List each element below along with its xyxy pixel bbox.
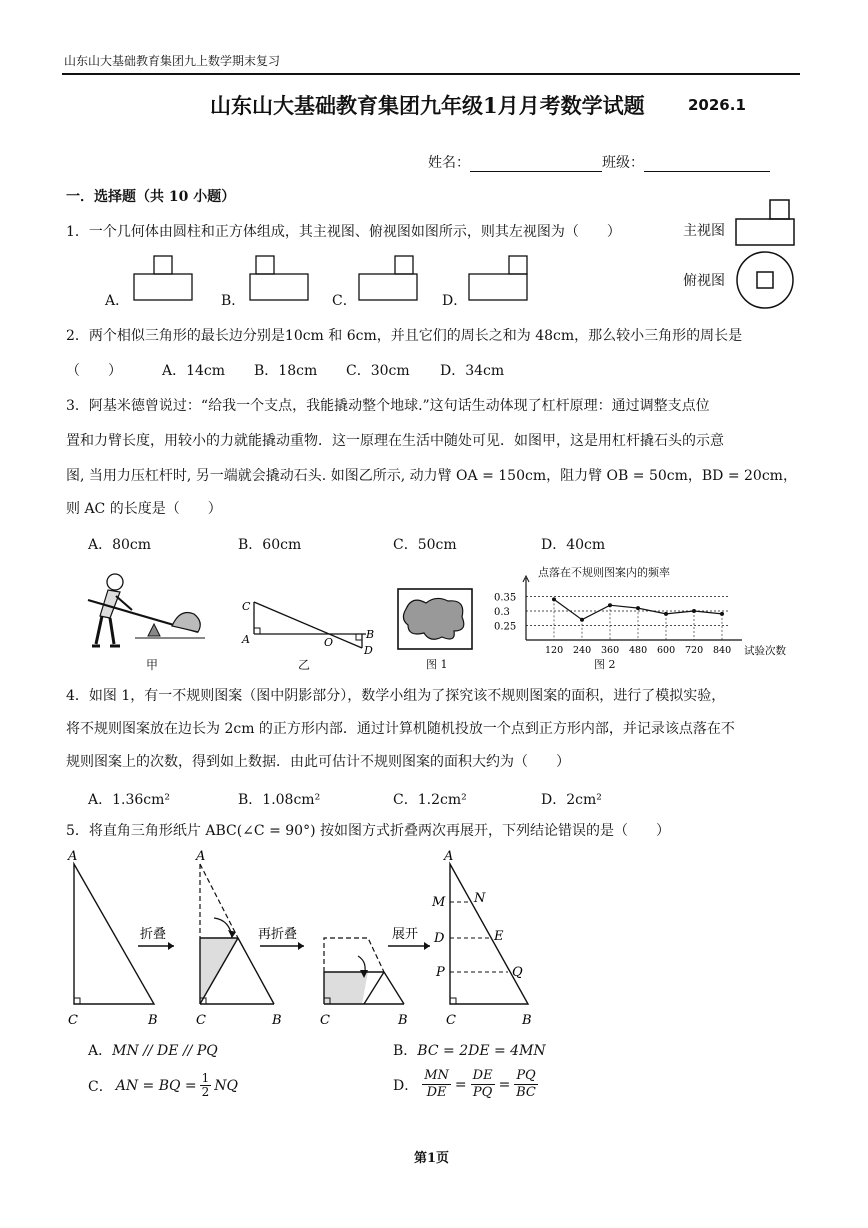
question-3-line-3: 图, 当用力压杠杆时, 另一端就会撬动石头. 如图乙所示, 动力臂 OA = 150cm，阻力臂 OB = 50cm，BD = 20cm， (66, 468, 797, 484)
fraction-mn-de (422, 1068, 451, 1101)
data-point-1 (580, 618, 584, 622)
section-title: 一．选择题（共 10 小题） (66, 189, 236, 205)
main-view-cylinder (736, 219, 794, 245)
question-4-line-3: 规则图案上的次数，得到如上数据．由此可估计不规则图案的面积大约为（ ） (66, 754, 570, 770)
q4-option-d[interactable]: D．2cm² (541, 792, 602, 808)
y-tick-label-1: 0.3 (494, 607, 510, 618)
t1-label-a: A (68, 849, 78, 864)
label-d: D (364, 644, 373, 657)
q3-option-a[interactable]: A．80cm (88, 537, 152, 553)
q5-option-b[interactable] (393, 1040, 546, 1060)
shape-folded-twice (324, 938, 404, 1004)
data-point-4 (664, 612, 668, 616)
running-header: 山东山大基础教育集团九上数学期末复习 (64, 54, 281, 68)
data-point-5 (692, 609, 696, 613)
q5-option-a-text: MN // DE // PQ (112, 1043, 218, 1059)
question-3-line-2: 置和力臂长度，用较小的力就能撬动重物．这一原理在生活中随处可见．如图甲，这是用杠杆撬石头的示意 (66, 433, 724, 449)
x-tick-label-5: 720 (685, 645, 704, 656)
q3-option-c[interactable]: C．50cm (393, 537, 457, 553)
q1-option-figures (125, 252, 545, 304)
folding-figure (62, 846, 552, 1032)
fraction-de-pq (471, 1068, 495, 1101)
q3-option-b[interactable]: B．60cm (238, 537, 302, 553)
name-label: 姓名： (428, 155, 470, 171)
t4-label-m: M (432, 895, 446, 910)
option-a-figure (134, 256, 192, 300)
x-axis-label: 试验次数 (744, 645, 786, 657)
x-tick-label-4: 600 (657, 645, 676, 656)
t4-label-b: B (522, 1013, 532, 1028)
page-number: 第1页 (414, 1151, 450, 1166)
question-3-line-1: 3．阿基米德曾说过：“给我一个支点，我能撬动整个地球.”这句话生动体现了杠杆原理：通过调整支点位 (66, 398, 710, 414)
fraction-3-denominator: BC (516, 1085, 536, 1100)
t4-label-a: A (444, 849, 454, 864)
y-tick-label-0: 0.25 (494, 621, 517, 633)
name-field[interactable] (470, 157, 602, 172)
data-point-6 (720, 612, 724, 616)
q4-option-a[interactable]: A．1.36cm² (88, 792, 171, 808)
question-1-text: 1．一个几何体由圆柱和正方体组成，其主视图、俯视图如图所示，则其左视图为（ ） (66, 224, 621, 240)
main-view-cube (770, 200, 789, 219)
q1-option-c[interactable]: C． (332, 293, 357, 309)
class-field[interactable] (644, 157, 770, 172)
q5-option-a[interactable] (88, 1040, 218, 1060)
top-view-label: 俯视图 (683, 273, 725, 289)
q5-option-b-text: BC = 2DE = 4MN (417, 1043, 546, 1059)
q5-option-c-left: AN = BQ = (115, 1077, 197, 1094)
step-fold: 折叠 (140, 927, 167, 942)
q2-option-d[interactable]: D．34cm (440, 363, 505, 379)
data-point-0 (552, 597, 556, 601)
t4-label-n: N (474, 891, 486, 906)
step-refold: 再折叠 (258, 927, 298, 942)
frequency-chart (492, 574, 786, 662)
lever-geometry-figure (236, 596, 382, 660)
q1-option-b[interactable]: B． (221, 293, 246, 309)
fraction-numerator: 1 (201, 1071, 210, 1085)
option-d-figure (469, 256, 527, 300)
fraction-half (200, 1072, 212, 1099)
step-unfold: 展开 (392, 927, 419, 942)
q1-views-figure (730, 195, 800, 315)
triangle-unfolded (450, 864, 528, 1004)
t3-label-b: B (398, 1013, 408, 1028)
fraction-denominator: 2 (201, 1085, 210, 1099)
t2-label-c: C (196, 1013, 206, 1028)
q2-option-a[interactable]: A．14cm (162, 363, 226, 379)
y-tick-label-2: 0.35 (494, 592, 517, 604)
q5-option-a-prefix: A． (88, 1043, 113, 1059)
question-2-paren: （ ） (66, 363, 122, 379)
lever-person-figure (80, 570, 210, 652)
question-4-line-1: 4．如图 1，有一不规则图案（图中阴影部分），数学小组为了探究该不规则图案的面积，进行了模拟实验， (66, 688, 726, 704)
t4-label-d: D (434, 931, 445, 946)
figure-jia-caption: 甲 (146, 658, 159, 672)
top-view-circle (737, 252, 793, 308)
question-4-line-2: 将不规则图案放在边长为 2cm 的正方形内部．通过计算机随机投放一个点到正方形内部，并记录该点落在不 (66, 721, 735, 737)
label-a: A (242, 633, 250, 646)
equals-sign-1: = (454, 1076, 467, 1093)
t2-label-a: A (196, 849, 206, 864)
exam-date: 2026.1 (688, 96, 746, 114)
label-c: C (242, 600, 251, 613)
q3-option-d[interactable]: D．40cm (541, 537, 606, 553)
q4-option-c[interactable]: C．1.2cm² (393, 792, 467, 808)
question-5-text: 5．将直角三角形纸片 ABC(∠C = 90°) 按如图方式折叠两次再展开，下列结论错误的是（ ） (66, 823, 670, 839)
option-c-figure (359, 256, 417, 300)
data-point-2 (608, 603, 612, 607)
header-rule (62, 73, 800, 75)
t4-label-q: Q (512, 965, 523, 980)
label-o: O (324, 636, 334, 649)
fraction-2-denominator: PQ (472, 1085, 493, 1100)
data-point-3 (636, 606, 640, 610)
t2-label-b: B (272, 1013, 282, 1028)
fraction-3-numerator: PQ (516, 1068, 536, 1083)
q5-option-c-prefix: C． (88, 1078, 113, 1095)
equals-sign-2: = (498, 1076, 511, 1093)
figure-2-caption: 图 2 (594, 658, 616, 671)
t1-label-b: B (148, 1013, 158, 1028)
figure-yi-caption: 乙 (298, 658, 311, 672)
x-tick-label-3: 480 (629, 645, 648, 656)
question-3-line-4: 则 AC 的长度是（ ） (66, 501, 222, 517)
t3-label-c: C (320, 1013, 330, 1028)
t4-label-e: E (494, 929, 504, 944)
q1-option-a[interactable]: A． (105, 293, 130, 309)
t1-label-c: C (68, 1013, 78, 1028)
x-tick-label-1: 240 (573, 645, 592, 656)
figure-1-caption: 图 1 (426, 658, 448, 671)
option-b-figure (250, 256, 308, 300)
fraction-2-numerator: DE (472, 1068, 493, 1083)
exam-title: 山东山大基础教育集团九年级1月月考数学试题 (210, 93, 645, 118)
question-2-text: 2．两个相似三角形的最长边分别是10cm 和 6cm，并且它们的周长之和为 48cm，那么较小三角形的周长是 (66, 328, 743, 344)
fraction-1-denominator: DE (426, 1085, 447, 1100)
fraction-1-numerator: MN (424, 1068, 449, 1083)
t4-label-c: C (446, 1013, 456, 1028)
x-tick-label-0: 120 (545, 645, 564, 656)
q5-option-d-prefix: D． (393, 1077, 419, 1094)
chart-title: 点落在不规则图案内的频率 (538, 566, 670, 579)
label-b: B (366, 628, 375, 641)
main-view-label: 主视图 (683, 223, 725, 239)
q4-option-b[interactable]: B．1.08cm² (238, 792, 321, 808)
x-tick-label-6: 840 (713, 645, 732, 656)
irregular-shape-figure (396, 587, 476, 653)
q2-option-c[interactable]: C．30cm (346, 363, 410, 379)
class-label: 班级： (602, 155, 644, 171)
q5-option-b-prefix: B． (393, 1043, 418, 1059)
q5-option-c[interactable] (88, 1072, 238, 1099)
irregular-pattern (403, 598, 463, 639)
q2-option-b[interactable]: B．18cm (254, 363, 318, 379)
x-tick-label-2: 360 (601, 645, 620, 656)
top-view-square (757, 272, 773, 288)
q5-option-d[interactable] (393, 1068, 538, 1101)
fraction-pq-bc (514, 1068, 537, 1101)
t4-label-p: P (436, 965, 445, 980)
q5-option-c-right: NQ (214, 1077, 239, 1094)
student-info (428, 152, 770, 172)
q1-option-d[interactable]: D． (442, 293, 468, 309)
